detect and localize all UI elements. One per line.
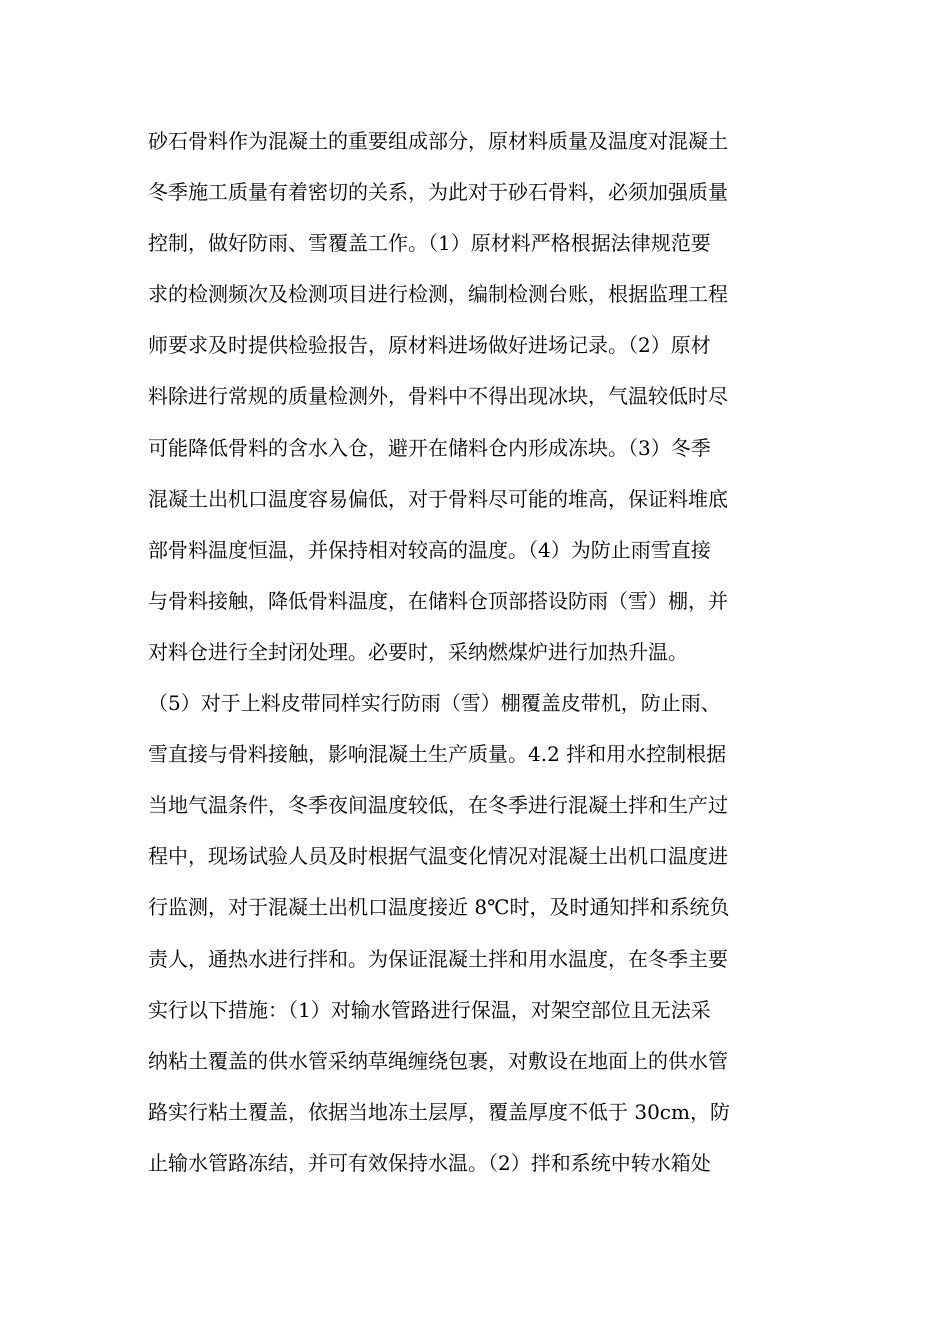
text-line: 对料仓进行全封闭处理。必要时，采纳燃煤炉进行加热升温。	[148, 639, 688, 664]
text-line: 纳粘土覆盖的供水管采纳草绳缠绕包裹，对敷设在地面上的供水管	[148, 1048, 728, 1073]
text-line: 冬季施工质量有着密切的关系，为此对于砂石骨料，必须加强质量	[148, 180, 728, 205]
text-line: 当地气温条件，冬季夜间温度较低，在冬季进行混凝土拌和生产过	[148, 793, 728, 818]
text-line: 程中，现场试验人员及时根据气温变化情况对混凝土出机口温度进	[148, 844, 728, 869]
text-line: 混凝土出机口温度容易偏低，对于骨料尽可能的堆高，保证料堆底	[148, 486, 728, 511]
text-line: 料除进行常规的质量检测外，骨料中不得出现冰块，气温较低时尽	[148, 384, 728, 409]
body-paragraph	[148, 116, 808, 1189]
text-line: 路实行粘土覆盖，依据当地冻土层厚，覆盖厚度不低于 30cm，防	[148, 1099, 730, 1124]
text-line: 师要求及时提供检验报告，原材料进场做好进场记录。（2）原材	[148, 333, 711, 358]
text-line: 行监测，对于混凝土出机口温度接近 8℃时，及时通知拌和系统负	[148, 895, 730, 920]
text-line: 可能降低骨料的含水入仓，避开在储料仓内形成冻块。（3）冬季	[148, 435, 711, 460]
text-line: 止输水管路冻结，并可有效保持水温。（2）拌和系统中转水箱处	[148, 1150, 711, 1175]
text-line: 责人，通热水进行拌和。为保证混凝土拌和用水温度，在冬季主要	[148, 946, 728, 971]
text-line: 与骨料接触，降低骨料温度，在储料仓顶部搭设防雨（雪）棚，并	[148, 588, 728, 613]
text-line: （5）对于上料皮带同样实行防雨（雪）棚覆盖皮带机，防止雨、	[148, 691, 721, 716]
text-line: 砂石骨料作为混凝土的重要组成部分，原材料质量及温度对混凝土	[148, 129, 728, 153]
text-line: 雪直接与骨料接触，影响混凝土生产质量。4.2 拌和用水控制根据	[148, 742, 727, 767]
text-line: 求的检测频次及检测项目进行检测，编制检测台账，根据监理工程	[148, 282, 728, 307]
text-line: 部骨料温度恒温，并保持相对较高的温度。（4）为防止雨雪直接	[148, 537, 711, 562]
text-line: 实行以下措施：（1）对输水管路进行保温，对架空部位且无法采	[148, 997, 711, 1022]
text-line: 控制，做好防雨、雪覆盖工作。（1）原材料严格根据法律规范要	[148, 231, 711, 256]
